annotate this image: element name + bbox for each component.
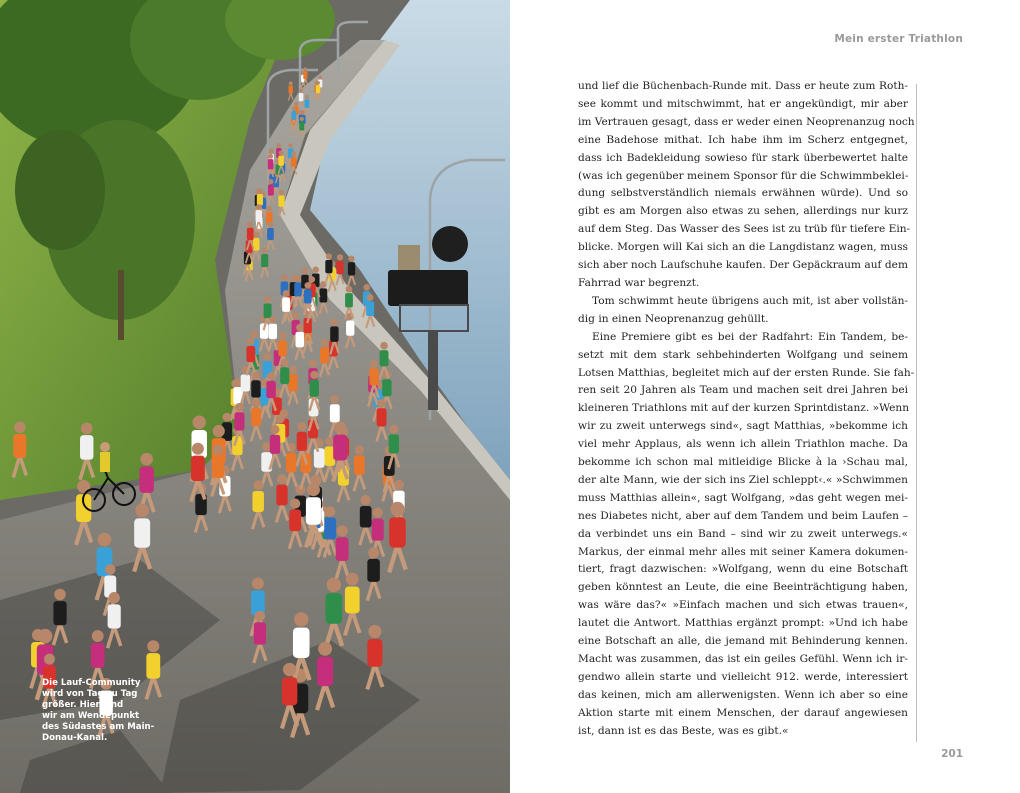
text-line: da verbindet uns ein Band – sind wir zu zweit unterwegs.«	[578, 527, 908, 540]
caption-line: Donau-Kanal.	[42, 733, 108, 743]
text-line: wir zu zweit unterwegs sind«, sagt Matthias, »bekomme ich	[578, 420, 908, 433]
text-line: und lief die Büchenbach-Runde mit. Dass er heute zum Roth-	[578, 80, 908, 92]
text-line: Fahrrad war begrenzt.	[578, 276, 700, 289]
text-line: see kommt und mitschwimmt, hat er angekündigt, mir aber	[578, 97, 908, 110]
text-line: gibt es am Morgen also etwas zu sehen, allerdings nur kurz	[578, 205, 908, 218]
caption-line: größer. Hier sind	[42, 700, 124, 710]
text-line: tiert, fragt dazwischen: »Wolfgang, wenn du eine Botschaft	[578, 563, 908, 576]
text-line: ren seit 20 Jahren als Team und machen seit drei Jahren bei	[578, 384, 908, 397]
text-line: was wäre das?« »Einfach machen und sich etwas trauen«,	[578, 599, 908, 612]
text-line: blicke. Morgen will Kai sich an die Langdistanz wagen, muss	[578, 241, 908, 254]
text-line: kleineren Triathlons mit auf der kurzen Sprintdistanz. »Wenn	[578, 402, 910, 415]
text-line: lautet die Antwort. Matthias ergänzt prompt: »Und ich habe	[578, 617, 908, 630]
text-line: der alte Mann, wie der sich ins Ziel schleppt‹.« »Schwimmen	[578, 473, 908, 486]
photo-caption	[42, 678, 157, 744]
text-line: gendwo allein starte und vielleicht 912. werde, interessiert	[578, 670, 908, 683]
text-line: im Vertrauen gesagt, dass er weder einen Neoprenanzug noch	[578, 115, 915, 128]
text-line: dig in einen Neoprenanzug gehüllt.	[578, 312, 769, 325]
text-line: (was ich gegenüber meinem Sponsor für die Schwimmbeklei-	[578, 169, 909, 182]
text-line: muss Matthias allein«, sagt Wolfgang, »das geht wegen mei-	[578, 491, 908, 504]
page-number: 201	[941, 748, 963, 760]
text-line: bekomme ich schon mal mitleidige Blicke à la ›Schau mal,	[578, 456, 908, 469]
text-line: Lotsen Matthias, begleitet mich auf der ersten Runde. Sie fah-	[578, 366, 915, 379]
caption-line: des Südastes am Main-	[42, 722, 155, 732]
text-line: Markus, der einmal mehr alles mit seiner Kamera dokumen-	[578, 545, 908, 558]
text-line: Eine Premiere gibt es bei der Radfahrt: Ein Tandem, be-	[592, 330, 908, 343]
text-line: eine Badehose mithat. Ich habe ihm im Scherz entgegnet,	[578, 133, 908, 146]
text-line: das keinen, mich am allerwenigsten. Wenn ich aber so eine	[578, 688, 908, 701]
caption-line: wird von Tag zu Tag	[42, 689, 138, 699]
text-line: Macht was zusammen, das ist ein geiles Gefühl. Wenn ich ir-	[578, 653, 908, 665]
text-line: viel mehr Applaus, als wenn ich allein Triathlon mache. Da	[578, 438, 908, 451]
text-line: nes Diabetes nicht, aber auf dem Tandem und beim Laufen –	[578, 509, 908, 522]
text-line: dass ich Badekleidung sowieso für stark überbewertet halte	[578, 151, 908, 164]
body-text	[578, 78, 915, 741]
text-line: setzt mit dem stark sehbehinderten Wolfgang und seinem	[578, 348, 908, 361]
text-line: eine Botschaft an alle, die jemand mit Behinderung kennen.	[578, 635, 908, 648]
text-line: geben könntest an Leute, die eine Beeinträchtigung haben,	[578, 581, 908, 594]
running-head: Mein erster Triathlon	[834, 33, 963, 45]
text-line: dung selbstverständlich niemals erwähnen würde). Und so	[578, 187, 908, 200]
text-line: Tom schwimmt heute übrigens auch mit, ist aber vollstän-	[592, 294, 908, 307]
text-line: auf dem Steg. Das Wasser des Sees ist zu trüb für tiefere Ein-	[578, 223, 911, 236]
caption-line: wir am Wendepunkt	[42, 711, 140, 721]
text-line: ist, dann ist es das Beste, was es gibt.«	[578, 724, 789, 737]
caption-line: Die Lauf-Community	[42, 678, 141, 688]
text-line: Aktion starte mit einem Menschen, der darauf angewiesen	[578, 706, 908, 719]
margin-rule	[916, 84, 917, 742]
text-line: sich aber noch Laufschuhe kaufen. Der Gepäckraum auf dem	[578, 259, 908, 272]
